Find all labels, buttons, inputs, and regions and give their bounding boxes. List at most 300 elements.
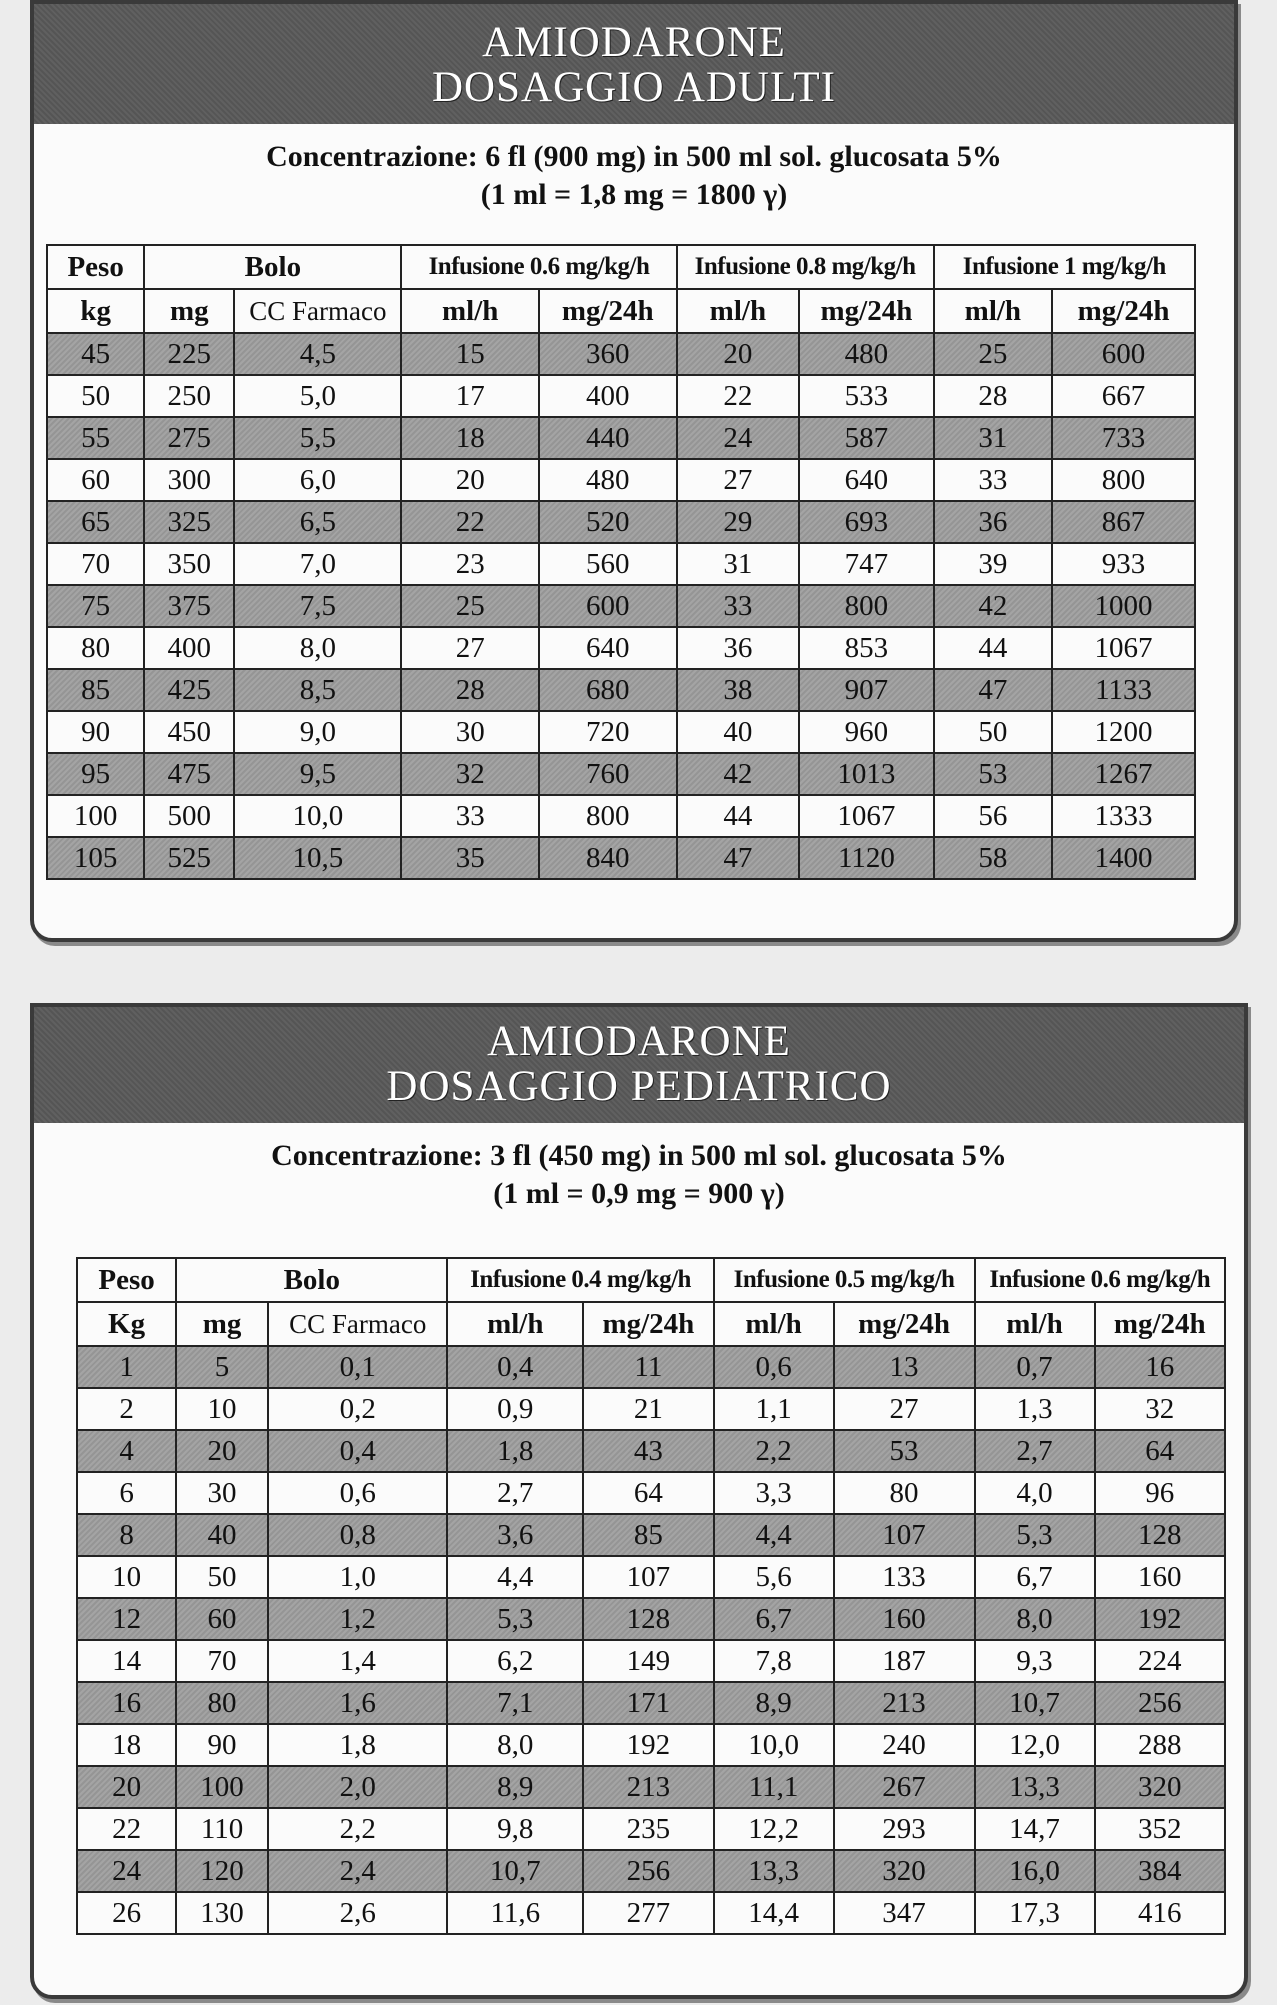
cell-inf1-mg-24h: 128 (583, 1598, 713, 1640)
cell-bolo-mg: 10 (176, 1388, 268, 1430)
cell-bolo-mg: 275 (144, 417, 234, 459)
cell-inf2-ml-h: 13,3 (714, 1850, 834, 1892)
cell-bolo-mg: 80 (176, 1682, 268, 1724)
cell-bolo-mg: 250 (144, 375, 234, 417)
cell-bolo-cc: 0,1 (268, 1346, 448, 1388)
cell-inf3-ml-h: 2,7 (975, 1430, 1095, 1472)
cell-inf1-mg-24h: 520 (539, 501, 677, 543)
cell-inf2-ml-h: 2,2 (714, 1430, 834, 1472)
cell-inf2-mg-24h: 27 (834, 1388, 975, 1430)
cell-inf2-ml-h: 24 (677, 417, 800, 459)
cell-inf2-mg-24h: 1067 (799, 795, 933, 837)
cell-inf2-mg-24h: 80 (834, 1472, 975, 1514)
cell-inf2-ml-h: 7,8 (714, 1640, 834, 1682)
table-row (77, 1892, 1225, 1934)
cell-inf2-ml-h: 31 (677, 543, 800, 585)
cell-inf3-ml-h: 14,7 (975, 1808, 1095, 1850)
cell-inf1-mg-24h: 600 (539, 585, 677, 627)
table-row (47, 837, 1195, 879)
cell-inf3-mg-24h: 1333 (1052, 795, 1195, 837)
cell-inf3-mg-24h: 64 (1095, 1430, 1225, 1472)
cell-inf1-ml-h: 2,7 (447, 1472, 583, 1514)
cell-inf1-ml-h: 23 (401, 543, 539, 585)
cell-peso-kg: 70 (47, 543, 144, 585)
table-row (77, 1388, 1225, 1430)
cell-inf2-mg-24h: 347 (834, 1892, 975, 1934)
cell-inf1-ml-h: 33 (401, 795, 539, 837)
cell-inf1-ml-h: 1,8 (447, 1430, 583, 1472)
cell-inf1-mg-24h: 21 (583, 1388, 713, 1430)
cell-inf3-mg-24h: 320 (1095, 1766, 1225, 1808)
cell-inf1-mg-24h: 560 (539, 543, 677, 585)
cell-bolo-mg: 300 (144, 459, 234, 501)
cell-inf2-ml-h: 0,6 (714, 1346, 834, 1388)
cell-peso-kg: 12 (77, 1598, 176, 1640)
cell-inf3-mg-24h: 600 (1052, 333, 1195, 375)
cell-inf3-mg-24h: 1267 (1052, 753, 1195, 795)
cell-inf2-mg-24h: 1013 (799, 753, 933, 795)
cell-bolo-cc: 1,6 (268, 1682, 448, 1724)
adult-dosage-table (46, 244, 1196, 880)
pediatric-dosage-table (76, 1257, 1226, 1935)
cell-inf1-mg-24h: 277 (583, 1892, 713, 1934)
cell-inf3-mg-24h: 1400 (1052, 837, 1195, 879)
cell-inf1-mg-24h: 192 (583, 1724, 713, 1766)
cell-inf3-mg-24h: 416 (1095, 1892, 1225, 1934)
cell-inf1-mg-24h: 800 (539, 795, 677, 837)
cell-inf1-ml-h: 28 (401, 669, 539, 711)
cell-bolo-mg: 90 (176, 1724, 268, 1766)
cell-inf2-mg-24h: 187 (834, 1640, 975, 1682)
cell-inf1-ml-h: 0,4 (447, 1346, 583, 1388)
cell-inf3-mg-24h: 192 (1095, 1598, 1225, 1640)
pediatric-table-body (77, 1346, 1225, 1934)
cell-inf3-ml-h: 12,0 (975, 1724, 1095, 1766)
cell-inf1-mg-24h: 235 (583, 1808, 713, 1850)
cell-inf1-ml-h: 15 (401, 333, 539, 375)
cell-bolo-cc: 10,5 (234, 837, 401, 879)
cell-inf2-mg-24h: 533 (799, 375, 933, 417)
cell-inf1-ml-h: 20 (401, 459, 539, 501)
cell-inf3-mg-24h: 160 (1095, 1556, 1225, 1598)
cell-inf2-mg-24h: 853 (799, 627, 933, 669)
cell-bolo-mg: 525 (144, 837, 234, 879)
header-infusion-2: Infusione 0.5 mg/kg/h (714, 1258, 975, 1302)
cell-inf1-ml-h: 22 (401, 501, 539, 543)
pediatric-concentration-line1: Concentrazione: 3 fl (450 mg) in 500 ml sol. glucosata 5% (271, 1139, 1007, 1172)
cell-bolo-cc: 2,0 (268, 1766, 448, 1808)
cell-bolo-mg: 225 (144, 333, 234, 375)
table-row (77, 1598, 1225, 1640)
header-mg-24h: mg/24h (1052, 289, 1195, 333)
cell-inf1-ml-h: 0,9 (447, 1388, 583, 1430)
cell-bolo-cc: 0,6 (268, 1472, 448, 1514)
cell-inf3-ml-h: 36 (934, 501, 1053, 543)
cell-inf3-mg-24h: 128 (1095, 1514, 1225, 1556)
cell-inf1-mg-24h: 840 (539, 837, 677, 879)
cell-bolo-mg: 30 (176, 1472, 268, 1514)
cell-inf3-mg-24h: 352 (1095, 1808, 1225, 1850)
table-row (47, 669, 1195, 711)
cell-peso-kg: 10 (77, 1556, 176, 1598)
cell-inf1-ml-h: 8,9 (447, 1766, 583, 1808)
table-row (47, 627, 1195, 669)
cell-inf1-mg-24h: 64 (583, 1472, 713, 1514)
cell-inf1-mg-24h: 720 (539, 711, 677, 753)
cell-inf1-ml-h: 4,4 (447, 1556, 583, 1598)
cell-inf1-ml-h: 18 (401, 417, 539, 459)
cell-peso-kg: 85 (47, 669, 144, 711)
cell-bolo-mg: 20 (176, 1430, 268, 1472)
table-row (47, 543, 1195, 585)
cell-bolo-cc: 6,5 (234, 501, 401, 543)
cell-peso-kg: 100 (47, 795, 144, 837)
cell-inf3-mg-24h: 16 (1095, 1346, 1225, 1388)
cell-inf2-mg-24h: 213 (834, 1682, 975, 1724)
cell-bolo-mg: 500 (144, 795, 234, 837)
cell-inf2-mg-24h: 240 (834, 1724, 975, 1766)
cell-inf2-mg-24h: 267 (834, 1766, 975, 1808)
header-peso: Peso (47, 245, 144, 289)
table-row (77, 1430, 1225, 1472)
cell-inf3-ml-h: 33 (934, 459, 1053, 501)
cell-inf2-mg-24h: 107 (834, 1514, 975, 1556)
cell-inf2-mg-24h: 320 (834, 1850, 975, 1892)
pediatric-title-subtitle: DOSAGGIO PEDIATRICO (386, 1063, 892, 1110)
adult-concentration-line2: (1 ml = 1,8 mg = 1800 γ) (480, 178, 788, 211)
cell-inf1-ml-h: 27 (401, 627, 539, 669)
table-row (47, 501, 1195, 543)
cell-inf3-ml-h: 44 (934, 627, 1053, 669)
cell-inf3-ml-h: 8,0 (975, 1598, 1095, 1640)
cell-inf2-ml-h: 20 (677, 333, 800, 375)
header-kg: Kg (77, 1302, 176, 1346)
cell-inf2-mg-24h: 133 (834, 1556, 975, 1598)
cell-inf3-mg-24h: 32 (1095, 1388, 1225, 1430)
cell-peso-kg: 60 (47, 459, 144, 501)
cell-bolo-cc: 1,0 (268, 1556, 448, 1598)
adult-title-drug: AMIODARONE (482, 19, 786, 66)
table-row (47, 795, 1195, 837)
header-infusion-3: Infusione 1 mg/kg/h (934, 245, 1195, 289)
cell-bolo-cc: 7,5 (234, 585, 401, 627)
cell-peso-kg: 95 (47, 753, 144, 795)
cell-inf1-ml-h: 8,0 (447, 1724, 583, 1766)
cell-inf3-mg-24h: 867 (1052, 501, 1195, 543)
cell-inf1-ml-h: 3,6 (447, 1514, 583, 1556)
cell-inf1-ml-h: 35 (401, 837, 539, 879)
cell-inf2-mg-24h: 53 (834, 1430, 975, 1472)
cell-inf2-ml-h: 47 (677, 837, 800, 879)
cell-inf1-ml-h: 17 (401, 375, 539, 417)
cell-inf3-ml-h: 31 (934, 417, 1053, 459)
pediatric-dosage-card (30, 1003, 1248, 1999)
table-row (77, 1556, 1225, 1598)
cell-inf2-ml-h: 3,3 (714, 1472, 834, 1514)
cell-bolo-cc: 0,8 (268, 1514, 448, 1556)
cell-inf2-ml-h: 33 (677, 585, 800, 627)
adult-title-banner (34, 4, 1234, 124)
cell-inf2-ml-h: 29 (677, 501, 800, 543)
cell-peso-kg: 90 (47, 711, 144, 753)
table-row (47, 459, 1195, 501)
cell-bolo-cc: 0,2 (268, 1388, 448, 1430)
header-ml-h: ml/h (714, 1302, 834, 1346)
cell-inf1-mg-24h: 213 (583, 1766, 713, 1808)
header-peso: Peso (77, 1258, 176, 1302)
cell-bolo-cc: 10,0 (234, 795, 401, 837)
cell-inf2-ml-h: 14,4 (714, 1892, 834, 1934)
table-row (77, 1472, 1225, 1514)
header-infusion-2: Infusione 0.8 mg/kg/h (677, 245, 934, 289)
cell-bolo-cc: 1,2 (268, 1598, 448, 1640)
cell-inf3-ml-h: 6,7 (975, 1556, 1095, 1598)
cell-peso-kg: 8 (77, 1514, 176, 1556)
table-row (77, 1514, 1225, 1556)
cell-inf1-ml-h: 9,8 (447, 1808, 583, 1850)
table-row (47, 753, 1195, 795)
cell-inf3-ml-h: 17,3 (975, 1892, 1095, 1934)
pediatric-concentration (34, 1137, 1244, 1213)
cell-bolo-cc: 2,2 (268, 1808, 448, 1850)
cell-bolo-mg: 350 (144, 543, 234, 585)
cell-bolo-cc: 0,4 (268, 1430, 448, 1472)
cell-inf3-ml-h: 16,0 (975, 1850, 1095, 1892)
cell-bolo-cc: 9,0 (234, 711, 401, 753)
cell-inf1-ml-h: 25 (401, 585, 539, 627)
cell-bolo-mg: 110 (176, 1808, 268, 1850)
cell-inf2-ml-h: 10,0 (714, 1724, 834, 1766)
cell-inf3-ml-h: 47 (934, 669, 1053, 711)
cell-inf3-mg-24h: 256 (1095, 1682, 1225, 1724)
cell-bolo-mg: 40 (176, 1514, 268, 1556)
cell-inf2-ml-h: 38 (677, 669, 800, 711)
adult-concentration (34, 138, 1234, 214)
header-cc-farmaco: CC Farmaco (268, 1302, 448, 1346)
cell-bolo-mg: 50 (176, 1556, 268, 1598)
cell-peso-kg: 1 (77, 1346, 176, 1388)
cell-inf3-ml-h: 42 (934, 585, 1053, 627)
cell-peso-kg: 55 (47, 417, 144, 459)
cell-inf2-ml-h: 22 (677, 375, 800, 417)
cell-inf1-mg-24h: 400 (539, 375, 677, 417)
cell-inf2-mg-24h: 960 (799, 711, 933, 753)
cell-inf3-ml-h: 39 (934, 543, 1053, 585)
cell-inf2-mg-24h: 747 (799, 543, 933, 585)
cell-bolo-mg: 120 (176, 1850, 268, 1892)
cell-inf3-ml-h: 4,0 (975, 1472, 1095, 1514)
cell-peso-kg: 24 (77, 1850, 176, 1892)
cell-peso-kg: 6 (77, 1472, 176, 1514)
cell-inf2-ml-h: 11,1 (714, 1766, 834, 1808)
table-row (47, 375, 1195, 417)
adult-table-body (47, 333, 1195, 879)
header-mg: mg (144, 289, 234, 333)
cell-inf1-ml-h: 30 (401, 711, 539, 753)
cell-inf2-ml-h: 42 (677, 753, 800, 795)
header-mg-24h: mg/24h (583, 1302, 713, 1346)
cell-inf2-ml-h: 27 (677, 459, 800, 501)
cell-inf2-mg-24h: 587 (799, 417, 933, 459)
cell-inf2-ml-h: 12,2 (714, 1808, 834, 1850)
cell-peso-kg: 20 (77, 1766, 176, 1808)
header-mg: mg (176, 1302, 268, 1346)
cell-inf3-ml-h: 1,3 (975, 1388, 1095, 1430)
header-mg-24h: mg/24h (834, 1302, 975, 1346)
cell-inf3-mg-24h: 667 (1052, 375, 1195, 417)
header-mg-24h: mg/24h (799, 289, 933, 333)
cell-inf3-mg-24h: 224 (1095, 1640, 1225, 1682)
cell-inf1-mg-24h: 85 (583, 1514, 713, 1556)
cell-inf3-ml-h: 13,3 (975, 1766, 1095, 1808)
cell-inf2-ml-h: 44 (677, 795, 800, 837)
cell-bolo-cc: 5,5 (234, 417, 401, 459)
cell-bolo-cc: 2,4 (268, 1850, 448, 1892)
cell-inf3-ml-h: 53 (934, 753, 1053, 795)
cell-inf2-ml-h: 5,6 (714, 1556, 834, 1598)
cell-inf3-ml-h: 9,3 (975, 1640, 1095, 1682)
cell-inf2-mg-24h: 480 (799, 333, 933, 375)
table-row (47, 417, 1195, 459)
cell-inf2-ml-h: 6,7 (714, 1598, 834, 1640)
cell-inf1-ml-h: 32 (401, 753, 539, 795)
adult-title-subtitle: DOSAGGIO ADULTI (432, 64, 836, 111)
cell-bolo-cc: 1,4 (268, 1640, 448, 1682)
header-mg-24h: mg/24h (539, 289, 677, 333)
cell-peso-kg: 14 (77, 1640, 176, 1682)
cell-peso-kg: 80 (47, 627, 144, 669)
header-bolo: Bolo (176, 1258, 447, 1302)
cell-inf1-ml-h: 6,2 (447, 1640, 583, 1682)
table-row (77, 1346, 1225, 1388)
cell-inf3-ml-h: 50 (934, 711, 1053, 753)
adult-dosage-card (30, 0, 1238, 942)
cell-inf2-mg-24h: 160 (834, 1598, 975, 1640)
table-row (77, 1682, 1225, 1724)
cell-bolo-mg: 475 (144, 753, 234, 795)
header-infusion-3: Infusione 0.6 mg/kg/h (975, 1258, 1226, 1302)
table-row (77, 1766, 1225, 1808)
cell-bolo-cc: 9,5 (234, 753, 401, 795)
header-mg-24h: mg/24h (1095, 1302, 1225, 1346)
cell-peso-kg: 50 (47, 375, 144, 417)
table-row (47, 711, 1195, 753)
cell-inf3-mg-24h: 800 (1052, 459, 1195, 501)
table-row (47, 585, 1195, 627)
cell-bolo-mg: 425 (144, 669, 234, 711)
cell-bolo-mg: 325 (144, 501, 234, 543)
table-row (77, 1724, 1225, 1766)
cell-inf3-mg-24h: 1067 (1052, 627, 1195, 669)
cell-inf1-mg-24h: 107 (583, 1556, 713, 1598)
cell-peso-kg: 18 (77, 1724, 176, 1766)
cell-peso-kg: 26 (77, 1892, 176, 1934)
cell-bolo-mg: 60 (176, 1598, 268, 1640)
cell-inf1-mg-24h: 256 (583, 1850, 713, 1892)
cell-inf3-mg-24h: 288 (1095, 1724, 1225, 1766)
cell-inf2-ml-h: 1,1 (714, 1388, 834, 1430)
cell-inf2-ml-h: 40 (677, 711, 800, 753)
header-ml-h: ml/h (447, 1302, 583, 1346)
cell-inf3-ml-h: 56 (934, 795, 1053, 837)
cell-bolo-cc: 1,8 (268, 1724, 448, 1766)
cell-peso-kg: 75 (47, 585, 144, 627)
cell-inf2-mg-24h: 1120 (799, 837, 933, 879)
cell-bolo-mg: 450 (144, 711, 234, 753)
cell-bolo-mg: 130 (176, 1892, 268, 1934)
header-infusion-1: Infusione 0.6 mg/kg/h (401, 245, 676, 289)
cell-peso-kg: 4 (77, 1430, 176, 1472)
cell-inf3-mg-24h: 1133 (1052, 669, 1195, 711)
cell-inf1-mg-24h: 171 (583, 1682, 713, 1724)
header-kg: kg (47, 289, 144, 333)
cell-peso-kg: 22 (77, 1808, 176, 1850)
cell-inf3-ml-h: 28 (934, 375, 1053, 417)
cell-bolo-mg: 375 (144, 585, 234, 627)
cell-bolo-cc: 7,0 (234, 543, 401, 585)
cell-bolo-mg: 100 (176, 1766, 268, 1808)
table-row (77, 1640, 1225, 1682)
cell-bolo-cc: 5,0 (234, 375, 401, 417)
cell-inf1-mg-24h: 43 (583, 1430, 713, 1472)
cell-peso-kg: 2 (77, 1388, 176, 1430)
cell-inf3-ml-h: 5,3 (975, 1514, 1095, 1556)
cell-inf3-ml-h: 58 (934, 837, 1053, 879)
cell-inf1-mg-24h: 640 (539, 627, 677, 669)
cell-inf3-ml-h: 0,7 (975, 1346, 1095, 1388)
cell-bolo-cc: 8,5 (234, 669, 401, 711)
cell-inf1-mg-24h: 680 (539, 669, 677, 711)
cell-inf2-mg-24h: 800 (799, 585, 933, 627)
cell-inf1-mg-24h: 360 (539, 333, 677, 375)
cell-inf2-mg-24h: 907 (799, 669, 933, 711)
cell-inf1-ml-h: 10,7 (447, 1850, 583, 1892)
cell-inf3-mg-24h: 384 (1095, 1850, 1225, 1892)
pediatric-title-drug: AMIODARONE (487, 1018, 791, 1065)
cell-inf3-mg-24h: 733 (1052, 417, 1195, 459)
table-row (77, 1850, 1225, 1892)
cell-peso-kg: 45 (47, 333, 144, 375)
header-infusion-1: Infusione 0.4 mg/kg/h (447, 1258, 713, 1302)
cell-inf3-mg-24h: 1200 (1052, 711, 1195, 753)
cell-inf3-mg-24h: 96 (1095, 1472, 1225, 1514)
pediatric-concentration-line2: (1 ml = 0,9 mg = 900 γ) (493, 1177, 785, 1210)
cell-bolo-cc: 6,0 (234, 459, 401, 501)
cell-inf1-ml-h: 5,3 (447, 1598, 583, 1640)
cell-peso-kg: 65 (47, 501, 144, 543)
cell-inf2-mg-24h: 640 (799, 459, 933, 501)
cell-inf3-ml-h: 10,7 (975, 1682, 1095, 1724)
cell-bolo-cc: 8,0 (234, 627, 401, 669)
header-ml-h: ml/h (401, 289, 539, 333)
cell-inf2-mg-24h: 13 (834, 1346, 975, 1388)
cell-inf3-ml-h: 25 (934, 333, 1053, 375)
adult-concentration-line1: Concentrazione: 6 fl (900 mg) in 500 ml sol. glucosata 5% (266, 140, 1002, 173)
header-ml-h: ml/h (975, 1302, 1095, 1346)
header-bolo: Bolo (144, 245, 401, 289)
header-ml-h: ml/h (934, 289, 1053, 333)
table-row (77, 1808, 1225, 1850)
cell-bolo-cc: 4,5 (234, 333, 401, 375)
header-cc-farmaco: CC Farmaco (234, 289, 401, 333)
pediatric-title-banner (34, 1007, 1244, 1123)
cell-inf1-mg-24h: 760 (539, 753, 677, 795)
header-ml-h: ml/h (677, 289, 800, 333)
cell-inf2-mg-24h: 693 (799, 501, 933, 543)
cell-inf2-ml-h: 36 (677, 627, 800, 669)
cell-inf2-mg-24h: 293 (834, 1808, 975, 1850)
cell-inf2-ml-h: 8,9 (714, 1682, 834, 1724)
